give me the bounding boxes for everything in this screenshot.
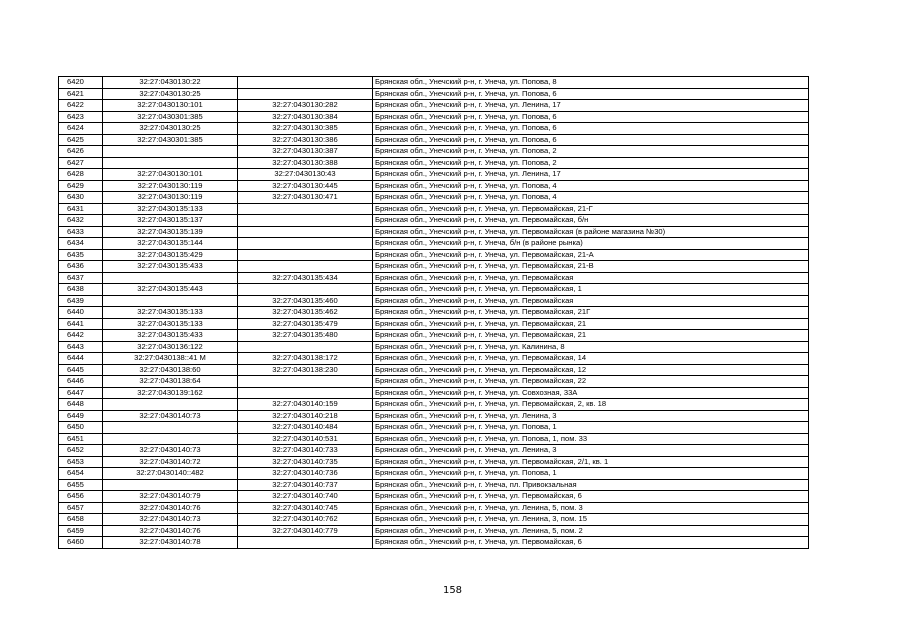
row-number-cell: 6426 — [59, 146, 103, 158]
address-cell: Брянская обл., Унечский р-н, г. Унеча, ул. Первомайская, 2/1, кв. 1 — [373, 456, 809, 468]
address-cell: Брянская обл., Унечский р-н, г. Унеча, ул. Первомайская, 22 — [373, 376, 809, 388]
cadastral-number-cell: 32:27:0430130:119 — [103, 192, 238, 204]
row-number-cell: 6451 — [59, 433, 103, 445]
linked-cadastral-number-cell — [238, 88, 373, 100]
page-number: 158 — [442, 585, 463, 596]
address-cell: Брянская обл., Унечский р-н, г. Унеча, ул. Попова, 1 — [373, 468, 809, 480]
linked-cadastral-number-cell: 32:27:0430135:462 — [238, 307, 373, 319]
address-cell: Брянская обл., Унечский р-н, г. Унеча, пл. Привокзальная — [373, 479, 809, 491]
cadastral-number-cell: 32:27:0430135:133 — [103, 307, 238, 319]
address-cell: Брянская обл., Унечский р-н, г. Унеча, ул. Попова, 2 — [373, 157, 809, 169]
address-cell: Брянская обл., Унечский р-н, г. Унеча, ул. Ленина, 3, пом. 15 — [373, 514, 809, 526]
table-row — [59, 318, 809, 330]
linked-cadastral-number-cell: 32:27:0430140:745 — [238, 502, 373, 514]
linked-cadastral-number-cell: 32:27:0430140:779 — [238, 525, 373, 537]
linked-cadastral-number-cell: 32:27:0430140:531 — [238, 433, 373, 445]
row-number-cell: 6448 — [59, 399, 103, 411]
linked-cadastral-number-cell: 32:27:0430130:471 — [238, 192, 373, 204]
address-cell: Брянская обл., Унечский р-н, г. Унеча, ул. Первомайская, 21-Г — [373, 203, 809, 215]
table-row — [59, 88, 809, 100]
row-number-cell: 6440 — [59, 307, 103, 319]
address-cell: Брянская обл., Унечский р-н, г. Унеча, ул. Первомайская, 21-А — [373, 249, 809, 261]
cadastral-number-cell: 32:27:0430140:76 — [103, 525, 238, 537]
row-number-cell: 6442 — [59, 330, 103, 342]
address-cell: Брянская обл., Унечский р-н, г. Унеча, ул. Первомайская, 6 — [373, 491, 809, 503]
cadastral-number-cell: 32:27:0430138:64 — [103, 376, 238, 388]
linked-cadastral-number-cell: 32:27:0430140:762 — [238, 514, 373, 526]
row-number-cell: 6422 — [59, 100, 103, 112]
cadastral-number-cell: 32:27:0430130:25 — [103, 88, 238, 100]
linked-cadastral-number-cell: 32:27:0430140:737 — [238, 479, 373, 491]
address-cell: Брянская обл., Унечский р-н, г. Унеча, ул. Первомайская, 1 — [373, 284, 809, 296]
linked-cadastral-number-cell: 32:27:0430135:480 — [238, 330, 373, 342]
row-number-cell: 6441 — [59, 318, 103, 330]
address-cell: Брянская обл., Унечский р-н, г. Унеча, ул. Первомайская, 21 — [373, 318, 809, 330]
address-cell: Брянская обл., Унечский р-н, г. Унеча, ул. Первомайская (в районе магазина №30) — [373, 226, 809, 238]
row-number-cell: 6456 — [59, 491, 103, 503]
linked-cadastral-number-cell — [238, 261, 373, 273]
row-number-cell: 6434 — [59, 238, 103, 250]
row-number-cell: 6432 — [59, 215, 103, 227]
table-row — [59, 307, 809, 319]
address-cell: Брянская обл., Унечский р-н, г. Унеча, ул. Первомайская, 21Г — [373, 307, 809, 319]
cadastral-number-cell: 32:27:0430135:139 — [103, 226, 238, 238]
row-number-cell: 6420 — [59, 77, 103, 89]
linked-cadastral-number-cell — [238, 537, 373, 549]
linked-cadastral-number-cell: 32:27:0430138:172 — [238, 353, 373, 365]
table-row — [59, 203, 809, 215]
table-row — [59, 330, 809, 342]
address-cell: Брянская обл., Унечский р-н, г. Унеча, ул. Попова, 1, пом. 33 — [373, 433, 809, 445]
linked-cadastral-number-cell: 32:27:0430130:43 — [238, 169, 373, 181]
address-cell: Брянская обл., Унечский р-н, г. Унеча, ул. Ленина, 5, пом. 2 — [373, 525, 809, 537]
table-row — [59, 180, 809, 192]
cadastral-number-cell: 32:27:0430138:60 — [103, 364, 238, 376]
cadastral-number-cell: 32:27:0430130:101 — [103, 100, 238, 112]
table-row — [59, 134, 809, 146]
linked-cadastral-number-cell: 32:27:0430140:740 — [238, 491, 373, 503]
linked-cadastral-number-cell: 32:27:0430130:387 — [238, 146, 373, 158]
cadastral-number-cell: 32:27:0430301:385 — [103, 134, 238, 146]
cadastral-number-cell: 32:27:0430140:76 — [103, 502, 238, 514]
table-row — [59, 491, 809, 503]
cadastral-number-cell: 32:27:0430140:72 — [103, 456, 238, 468]
row-number-cell: 6460 — [59, 537, 103, 549]
row-number-cell: 6428 — [59, 169, 103, 181]
cadastral-number-cell — [103, 433, 238, 445]
row-number-cell: 6450 — [59, 422, 103, 434]
table-row — [59, 261, 809, 273]
linked-cadastral-number-cell — [238, 238, 373, 250]
row-number-cell: 6437 — [59, 272, 103, 284]
table-row — [59, 146, 809, 158]
address-cell: Брянская обл., Унечский р-н, г. Унеча, ул. Попова, 4 — [373, 192, 809, 204]
row-number-cell: 6449 — [59, 410, 103, 422]
cadastral-number-cell: 32:27:0430135:144 — [103, 238, 238, 250]
cadastral-number-cell: 32:27:0430140:73 — [103, 514, 238, 526]
property-table — [58, 76, 809, 549]
linked-cadastral-number-cell: 32:27:0430140:484 — [238, 422, 373, 434]
address-cell: Брянская обл., Унечский р-н, г. Унеча, ул. Попова, 6 — [373, 88, 809, 100]
linked-cadastral-number-cell — [238, 77, 373, 89]
table-row — [59, 456, 809, 468]
address-cell: Брянская обл., Унечский р-н, г. Унеча, ул. Ленина, 17 — [373, 100, 809, 112]
row-number-cell: 6444 — [59, 353, 103, 365]
address-cell: Брянская обл., Унечский р-н, г. Унеча, ул. Ленина, 17 — [373, 169, 809, 181]
cadastral-number-cell: 32:27:0430135:433 — [103, 261, 238, 273]
table-row — [59, 272, 809, 284]
linked-cadastral-number-cell — [238, 203, 373, 215]
cadastral-number-cell: 32:27:0430135:443 — [103, 284, 238, 296]
cadastral-number-cell — [103, 157, 238, 169]
linked-cadastral-number-cell — [238, 387, 373, 399]
address-cell: Брянская обл., Унечский р-н, г. Унеча, ул. Калинина, 8 — [373, 341, 809, 353]
cadastral-number-cell — [103, 399, 238, 411]
cadastral-number-cell: 32:27:0430136:122 — [103, 341, 238, 353]
linked-cadastral-number-cell — [238, 215, 373, 227]
table-row — [59, 353, 809, 365]
cadastral-number-cell — [103, 272, 238, 284]
linked-cadastral-number-cell — [238, 226, 373, 238]
row-number-cell: 6455 — [59, 479, 103, 491]
cadastral-number-cell: 32:27:0430140:79 — [103, 491, 238, 503]
address-cell: Брянская обл., Унечский р-н, г. Унеча, ул. Попова, 6 — [373, 134, 809, 146]
linked-cadastral-number-cell: 32:27:0430130:385 — [238, 123, 373, 135]
row-number-cell: 6443 — [59, 341, 103, 353]
row-number-cell: 6424 — [59, 123, 103, 135]
cadastral-number-cell: 32:27:0430135:133 — [103, 203, 238, 215]
row-number-cell: 6425 — [59, 134, 103, 146]
table-row — [59, 433, 809, 445]
row-number-cell: 6421 — [59, 88, 103, 100]
linked-cadastral-number-cell: 32:27:0430135:460 — [238, 295, 373, 307]
linked-cadastral-number-cell — [238, 249, 373, 261]
linked-cadastral-number-cell: 32:27:0430140:159 — [238, 399, 373, 411]
table-row — [59, 295, 809, 307]
row-number-cell: 6457 — [59, 502, 103, 514]
table-row — [59, 479, 809, 491]
table-row — [59, 111, 809, 123]
row-number-cell: 6435 — [59, 249, 103, 261]
cadastral-number-cell: 32:27:0430135:429 — [103, 249, 238, 261]
row-number-cell: 6430 — [59, 192, 103, 204]
table-row — [59, 226, 809, 238]
table-row — [59, 364, 809, 376]
row-number-cell: 6459 — [59, 525, 103, 537]
table-row — [59, 525, 809, 537]
cadastral-number-cell: 32:27:0430139:162 — [103, 387, 238, 399]
table-row — [59, 284, 809, 296]
row-number-cell: 6436 — [59, 261, 103, 273]
table-row — [59, 192, 809, 204]
linked-cadastral-number-cell: 32:27:0430135:479 — [238, 318, 373, 330]
row-number-cell: 6438 — [59, 284, 103, 296]
row-number-cell: 6458 — [59, 514, 103, 526]
cadastral-number-cell: 32:27:0430140:73 — [103, 410, 238, 422]
table-row — [59, 468, 809, 480]
cadastral-number-cell: 32:27:0430138::41 М — [103, 353, 238, 365]
cadastral-number-cell — [103, 422, 238, 434]
table-row — [59, 100, 809, 112]
linked-cadastral-number-cell: 32:27:0430130:388 — [238, 157, 373, 169]
table-row — [59, 422, 809, 434]
table-row — [59, 387, 809, 399]
row-number-cell: 6445 — [59, 364, 103, 376]
table-row — [59, 123, 809, 135]
address-cell: Брянская обл., Унечский р-н, г. Унеча, ул. Попова, 2 — [373, 146, 809, 158]
linked-cadastral-number-cell — [238, 284, 373, 296]
table-row — [59, 376, 809, 388]
table-row — [59, 399, 809, 411]
address-cell: Брянская обл., Унечский р-н, г. Унеча, ул. Попова, 8 — [373, 77, 809, 89]
table-row — [59, 502, 809, 514]
linked-cadastral-number-cell — [238, 376, 373, 388]
table-row — [59, 341, 809, 353]
address-cell: Брянская обл., Унечский р-н, г. Унеча, б/н (в районе рынка) — [373, 238, 809, 250]
address-cell: Брянская обл., Унечский р-н, г. Унеча, ул. Ленина, 3 — [373, 410, 809, 422]
row-number-cell: 6433 — [59, 226, 103, 238]
address-cell: Брянская обл., Унечский р-н, г. Унеча, ул. Первомайская, б/н — [373, 215, 809, 227]
cadastral-number-cell — [103, 295, 238, 307]
address-cell: Брянская обл., Унечский р-н, г. Унеча, ул. Попова, 6 — [373, 123, 809, 135]
table-row — [59, 215, 809, 227]
linked-cadastral-number-cell: 32:27:0430140:735 — [238, 456, 373, 468]
address-cell: Брянская обл., Унечский р-н, г. Унеча, ул. Первомайская — [373, 295, 809, 307]
row-number-cell: 6454 — [59, 468, 103, 480]
address-cell: Брянская обл., Унечский р-н, г. Унеча, ул. Первомайская, 12 — [373, 364, 809, 376]
linked-cadastral-number-cell: 32:27:0430140:218 — [238, 410, 373, 422]
linked-cadastral-number-cell: 32:27:0430140:736 — [238, 468, 373, 480]
linked-cadastral-number-cell: 32:27:0430135:434 — [238, 272, 373, 284]
table-row — [59, 445, 809, 457]
linked-cadastral-number-cell: 32:27:0430130:445 — [238, 180, 373, 192]
cadastral-number-cell — [103, 479, 238, 491]
row-number-cell: 6423 — [59, 111, 103, 123]
table-row — [59, 410, 809, 422]
table-row — [59, 169, 809, 181]
row-number-cell: 6453 — [59, 456, 103, 468]
row-number-cell: 6447 — [59, 387, 103, 399]
table-row — [59, 537, 809, 549]
address-cell: Брянская обл., Унечский р-н, г. Унеча, ул. Первомайская — [373, 272, 809, 284]
table-row — [59, 249, 809, 261]
linked-cadastral-number-cell: 32:27:0430130:282 — [238, 100, 373, 112]
cadastral-number-cell: 32:27:0430140::482 — [103, 468, 238, 480]
address-cell: Брянская обл., Унечский р-н, г. Унеча, ул. Первомайская, 6 — [373, 537, 809, 549]
cadastral-number-cell: 32:27:0430130:25 — [103, 123, 238, 135]
table-row — [59, 157, 809, 169]
row-number-cell: 6446 — [59, 376, 103, 388]
cadastral-number-cell: 32:27:0430130:119 — [103, 180, 238, 192]
table-row — [59, 77, 809, 89]
cadastral-number-cell: 32:27:0430140:73 — [103, 445, 238, 457]
linked-cadastral-number-cell: 32:27:0430130:386 — [238, 134, 373, 146]
cadastral-number-cell: 32:27:0430130:101 — [103, 169, 238, 181]
address-cell: Брянская обл., Унечский р-н, г. Унеча, ул. Попова, 6 — [373, 111, 809, 123]
address-cell: Брянская обл., Унечский р-н, г. Унеча, ул. Первомайская, 21-В — [373, 261, 809, 273]
address-cell: Брянская обл., Унечский р-н, г. Унеча, ул. Ленина, 3 — [373, 445, 809, 457]
row-number-cell: 6452 — [59, 445, 103, 457]
table-body — [59, 77, 809, 549]
address-cell: Брянская обл., Унечский р-н, г. Унеча, ул. Попова, 1 — [373, 422, 809, 434]
table-row — [59, 238, 809, 250]
row-number-cell: 6431 — [59, 203, 103, 215]
linked-cadastral-number-cell: 32:27:0430138:230 — [238, 364, 373, 376]
row-number-cell: 6427 — [59, 157, 103, 169]
cadastral-number-cell: 32:27:0430135:433 — [103, 330, 238, 342]
cadastral-number-cell: 32:27:0430130:22 — [103, 77, 238, 89]
address-cell: Брянская обл., Унечский р-н, г. Унеча, ул. Попова, 4 — [373, 180, 809, 192]
address-cell: Брянская обл., Унечский р-н, г. Унеча, ул. Совхозная, 33А — [373, 387, 809, 399]
row-number-cell: 6439 — [59, 295, 103, 307]
linked-cadastral-number-cell — [238, 341, 373, 353]
cadastral-number-cell: 32:27:0430135:133 — [103, 318, 238, 330]
cadastral-number-cell: 32:27:0430140:78 — [103, 537, 238, 549]
cadastral-number-cell — [103, 146, 238, 158]
linked-cadastral-number-cell: 32:27:0430130:384 — [238, 111, 373, 123]
cadastral-number-cell: 32:27:0430301:385 — [103, 111, 238, 123]
table-row — [59, 514, 809, 526]
linked-cadastral-number-cell: 32:27:0430140:733 — [238, 445, 373, 457]
address-cell: Брянская обл., Унечский р-н, г. Унеча, ул. Первомайская, 21 — [373, 330, 809, 342]
row-number-cell: 6429 — [59, 180, 103, 192]
address-cell: Брянская обл., Унечский р-н, г. Унеча, ул. Первомайская, 2, кв. 18 — [373, 399, 809, 411]
address-cell: Брянская обл., Унечский р-н, г. Унеча, ул. Первомайская, 14 — [373, 353, 809, 365]
address-cell: Брянская обл., Унечский р-н, г. Унеча, ул. Ленина, 5, пом. 3 — [373, 502, 809, 514]
cadastral-number-cell: 32:27:0430135:137 — [103, 215, 238, 227]
